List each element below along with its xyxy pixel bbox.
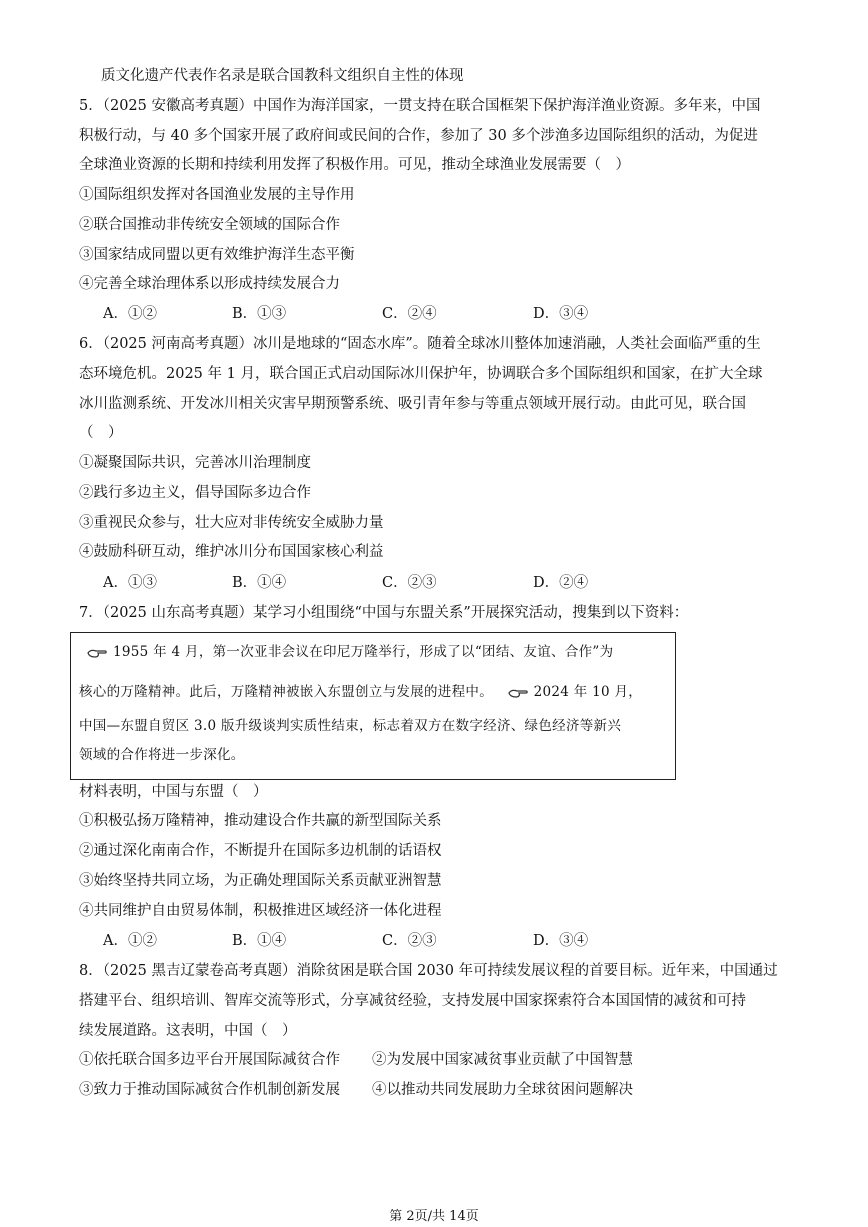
statement: ②通过深化南南合作，不断提升在国际多边机制的话语权 xyxy=(79,843,442,859)
question-stem-line: 8．（2025 黑吉辽蒙卷高考真题）消除贫困是联合国 2030 年可持续发展议程的首要目标。近年来，中国通过 xyxy=(79,963,778,979)
statement: ①国际组织发挥对各国渔业发展的主导作用 xyxy=(79,187,355,203)
statement: ①积极弘扬万隆精神，推动建设合作共赢的新型国际关系 xyxy=(79,813,442,829)
material-text: 核心的万隆精神。此后，万隆精神被嵌入东盟创立与发展的进程中。 xyxy=(79,684,493,700)
statement: ④共同维护自由贸易体制，积极推进区域经济一体化进程 xyxy=(79,903,442,919)
material-line-1 xyxy=(87,642,613,662)
option-c: C．②④ xyxy=(382,306,437,322)
option-c: C．②③ xyxy=(382,933,437,949)
option-c: C．②③ xyxy=(382,575,437,591)
material-line-4: 领域的合作将进一步深化。 xyxy=(79,747,245,763)
statement: ②为发展中国家减贫事业贡献了中国智慧 xyxy=(372,1052,633,1068)
statement: ②践行多边主义，倡导国际多边合作 xyxy=(79,485,311,501)
option-b: B．①④ xyxy=(232,933,287,949)
question-stem-line: 积极行动，与 40 多个国家开展了政府间或民间的合作，参加了 30 多个涉渔多边国际组织的活动，为促进 xyxy=(79,128,758,144)
option-a: A．①② xyxy=(103,933,157,949)
option-a: A．①③ xyxy=(103,575,157,591)
option-d: D．③④ xyxy=(533,933,589,949)
question-stem-line: 7．（2025 山东高考真题）某学习小组围绕“中国与东盟关系”开展探究活动，搜集到以下资料： xyxy=(79,605,689,621)
question-stem-line: 续发展道路。这表明，中国（ ） xyxy=(79,1023,297,1039)
statement: ②联合国推动非传统安全领域的国际合作 xyxy=(79,217,340,233)
option-b: B．①③ xyxy=(232,306,287,322)
question-stem-line: 冰川监测系统、开发冰川相关灾害早期预警系统、吸引青年参与等重点领域开展行动。由此可见，联合国 xyxy=(79,396,746,412)
question-stem-line: 5．（2025 安徽高考真题）中国作为海洋国家，一贯支持在联合国框架下保护海洋渔业资源。多年来，中国 xyxy=(79,98,761,114)
option-b: B．①④ xyxy=(232,575,287,591)
statement: ③国家结成同盟以更有效维护海洋生态平衡 xyxy=(79,247,355,263)
material-line-3: 中国—东盟自贸区 3.0 版升级谈判实质性结束，标志着双方在数字经济、绿色经济等新兴 xyxy=(79,718,622,734)
option-a: A．①② xyxy=(103,306,157,322)
page-footer: 第 2页/共 14页 xyxy=(389,1209,479,1224)
statement: ④以推动共同发展助力全球贫困问题解决 xyxy=(372,1082,633,1098)
question-stem-line: 态环境危机。2025 年 1 月，联合国正式启动国际冰川保护年，协调联合多个国际组织和国家，在扩大全球 xyxy=(79,366,763,382)
statement: ④鼓励科研互动，维护冰川分布国国家核心利益 xyxy=(79,544,384,560)
material-text: 1955 年 4 月，第一次亚非会议在印尼万隆举行，形成了以“团结、友谊、合作”为 xyxy=(113,644,614,660)
material-text: 2024 年 10 月， xyxy=(533,684,643,700)
statement: ③始终坚持共同立场，为正确处理国际关系贡献亚洲智慧 xyxy=(79,873,442,889)
question-stem-line: 搭建平台、组织培训、智库交流等形式，分享减贫经验，支持发展中国家探索符合本国国情的减贫和可持 xyxy=(79,993,746,1009)
pointing-hand-icon xyxy=(508,687,528,699)
statement: ①凝聚国际共识，完善冰川治理制度 xyxy=(79,455,311,471)
statement: ③致力于推动国际减贫合作机制创新发展 xyxy=(79,1082,340,1098)
question-stem-line: 全球渔业资源的长期和持续利用发挥了积极作用。可见，推动全球渔业发展需要（ ） xyxy=(79,157,630,173)
statement: ①依托联合国多边平台开展国际减贫合作 xyxy=(79,1052,340,1068)
option-d: D．③④ xyxy=(533,306,589,322)
intro-line: 质文化遗产代表作名录是联合国教科文组织自主性的体现 xyxy=(101,68,464,84)
option-d: D．②④ xyxy=(533,575,589,591)
material-line-2 xyxy=(79,682,642,702)
question-followup: 材料表明，中国与东盟（ ） xyxy=(79,784,268,800)
material-box xyxy=(70,632,676,780)
pointing-hand-icon xyxy=(87,647,107,659)
statement: ④完善全球治理体系以形成持续发展合力 xyxy=(79,276,340,292)
statement: ③重视民众参与，壮大应对非传统安全威胁力量 xyxy=(79,515,384,531)
question-stem-line: （ ） xyxy=(79,425,123,441)
question-stem-line: 6．（2025 河南高考真题）冰川是地球的“固态水库”。随着全球冰川整体加速消融，人类社会面临严重的生 xyxy=(79,336,761,352)
